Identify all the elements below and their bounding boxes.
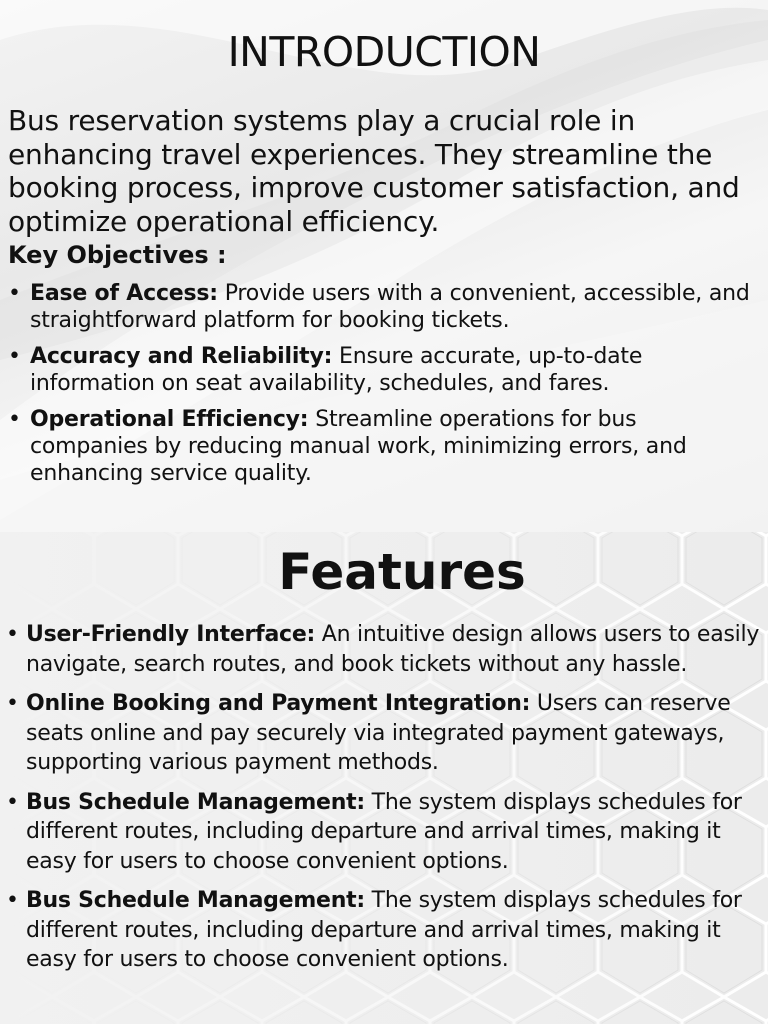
feature-text: Users can reserve seats online and pay securely via integrated payment gateways, supporting various payment methods. — [26, 691, 731, 775]
bullet-icon: • — [6, 789, 19, 815]
list-item — [8, 280, 760, 334]
objective-term: Accuracy and Reliability: — [30, 344, 333, 369]
feature-term: User-Friendly Interface: — [26, 622, 316, 647]
intro-paragraph: Bus reservation systems play a crucial role in enhancing travel experiences. They streamline the booking process, improve customer satisfaction, and optimize operational efficiency. — [8, 104, 740, 238]
list-item — [6, 886, 760, 975]
feature-text: The system displays schedules for different routes, including departure and arrival times, making it easy for users to choose convenient options. — [26, 789, 742, 874]
bullet-icon: • — [6, 622, 19, 647]
bullet-icon: • — [8, 407, 21, 432]
list-item — [6, 620, 760, 679]
feature-text: The system displays schedules for different routes, including departure and arrival times, making it easy for users to choose convenient options. — [26, 888, 742, 972]
features-list — [6, 620, 760, 985]
feature-term: Bus Schedule Management: — [26, 789, 365, 815]
objective-text: Streamline operations for bus companies by reducing manual work, minimizing errors, and enhancing service quality. — [30, 407, 687, 486]
list-item — [6, 689, 760, 778]
bullet-icon: • — [8, 344, 21, 369]
bullet-icon: • — [6, 888, 19, 913]
objective-term: Ease of Access: — [30, 281, 218, 306]
bullet-icon: • — [8, 281, 21, 306]
objectives-list — [8, 280, 760, 496]
objective-text: Ensure accurate, up-to-date information on seat availability, schedules, and fares. — [30, 344, 643, 396]
list-item — [6, 788, 760, 877]
objective-term: Operational Efficiency: — [30, 407, 309, 432]
features-slide — [0, 532, 768, 1024]
feature-text: An intuitive design allows users to easily navigate, search routes, and book tickets without any hassle. — [26, 622, 760, 677]
feature-term: Online Booking and Payment Integration: — [26, 691, 531, 716]
list-item — [8, 406, 760, 487]
feature-term: Bus Schedule Management: — [26, 888, 365, 913]
features-title: Features — [278, 543, 526, 601]
bullet-icon: • — [6, 691, 19, 716]
objective-text: Provide users with a convenient, accessible, and straightforward platform for booking tickets. — [30, 281, 750, 333]
list-item — [8, 343, 760, 397]
key-objectives-heading: Key Objectives : — [8, 241, 227, 269]
intro-title: INTRODUCTION — [227, 28, 541, 76]
